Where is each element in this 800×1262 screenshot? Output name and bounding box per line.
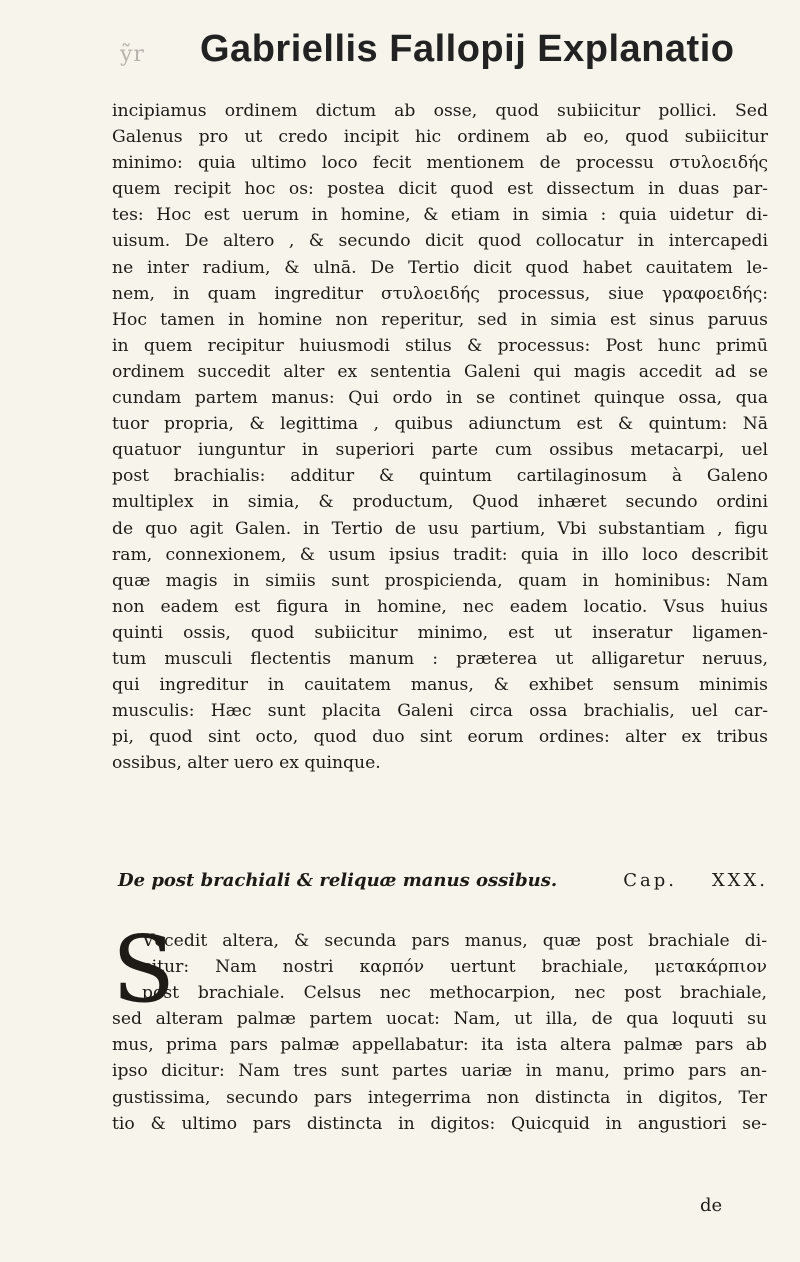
page-header <box>0 28 800 88</box>
text-line: post brachialis: additur & quintum cartilaginosum à Galeno <box>112 466 768 487</box>
text-line: uisum. De altero , & secundo dicit quod collocatur in intercapedi <box>112 231 768 252</box>
text-line: tum musculi flectentis manum : præterea ut alligaretur neruus, <box>112 648 768 669</box>
text-line: pi, quod sint octo, quod duo sint eorum ordines: alter ex tribus <box>112 727 768 748</box>
text-line: quinti ossis, quod subiicitur minimo, est ut inseratur ligamen- <box>112 622 768 643</box>
folio-mark: ỹr <box>120 42 145 67</box>
text-line: nem, in quam ingreditur στυλοειδής processus, siue γραφοειδής: <box>112 283 768 304</box>
body-text <box>112 98 768 776</box>
text-line: non eadem est figura in homine, nec eadem locatio. Vsus huius <box>112 596 768 617</box>
running-head: Gabriellis Fallopij Explanatio <box>200 28 735 70</box>
text-line: tio & ultimo pars distincta in digitos: Quicquid in angustiori se- <box>112 1113 767 1134</box>
text-line: post brachiale. Celsus nec methocarpion, nec post brachiale, <box>142 983 767 1004</box>
text-line: multiplex in simia, & productum, Quod inhæret secundo ordini <box>112 492 768 513</box>
cap-numeral: XXX. <box>711 870 768 891</box>
text-line: ipso dicitur: Nam tres sunt partes uariæ in manu, primo pars an- <box>112 1061 767 1082</box>
text-line: in quem recipitur huiusmodi stilus & processus: Post hunc primū <box>112 335 768 356</box>
chapter-text <box>112 928 767 1137</box>
text-line: incipiamus ordinem dictum ab osse, quod subiicitur pollici. Sed <box>112 101 768 121</box>
text-line: quatuor iunguntur in superiori parte cum ossibus metacarpi, uel <box>112 440 768 461</box>
text-line: mus, prima pars palmæ appellabatur: ita ista altera palmæ pars ab <box>112 1035 767 1056</box>
text-line: gustissima, secundo pars integerrima non distincta in digitos, Ter <box>112 1087 767 1108</box>
text-line: minimo: quia ultimo loco fecit mentionem de processu στυλοειδής <box>112 153 768 174</box>
chapter-number <box>623 870 768 891</box>
text-line: Vccedit altera, & secunda pars manus, quæ post brachiale di- <box>142 931 767 951</box>
text-line: Hoc tamen in homine non reperitur, sed in simia est sinus paruus <box>112 309 768 330</box>
text-line: ram, connexionem, & usum ipsius tradit: quia in illo loco describit <box>112 544 768 565</box>
text-line: quæ magis in simiis sunt prospicienda, quam in hominibus: Nam <box>112 570 768 591</box>
chapter-heading <box>118 870 768 891</box>
text-line: citur: Nam nostri καρπόν uertunt brachiale, μετακάρπιον <box>142 957 767 978</box>
text-line: ossibus, alter uero ex quinque. <box>112 753 381 774</box>
chapter-title: De post brachiali & reliquæ manus ossibus. <box>118 870 558 891</box>
text-line: sed alteram palmæ partem uocat: Nam, ut illa, de qua loquuti su <box>112 1009 767 1030</box>
text-line: cundam partem manus: Qui ordo in se continet quinque ossa, qua <box>112 388 768 409</box>
text-line: tes: Hoc est uerum in homine, & etiam in simia : quia uidetur di- <box>112 205 768 226</box>
text-line: Galenus pro ut credo incipit hic ordinem ab eo, quod subiicitur <box>112 127 768 148</box>
drop-cap: S <box>112 916 176 1023</box>
text-line: quem recipit hoc os: postea dicit quod est dissectum in duas par- <box>112 179 768 200</box>
text-line: de quo agit Galen. in Tertio de usu partium, Vbi substantiam , figu <box>112 518 768 539</box>
text-line: musculis: Hæc sunt placita Galeni circa ossa brachialis, uel car- <box>112 701 768 722</box>
cap-label: Cap. <box>623 870 677 891</box>
text-line: ordinem succedit alter ex sententia Galeni qui magis accedit ad se <box>112 361 768 382</box>
text-line: tuor propria, & legittima , quibus adiunctum est & quintum: Nā <box>112 414 768 435</box>
text-line: qui ingreditur in cauitatem manus, & exhibet sensum minimis <box>112 675 768 696</box>
text-line: ne inter radium, & ulnā. De Tertio dicit quod habet cauitatem le- <box>112 257 768 278</box>
catchword: de <box>700 1195 723 1216</box>
